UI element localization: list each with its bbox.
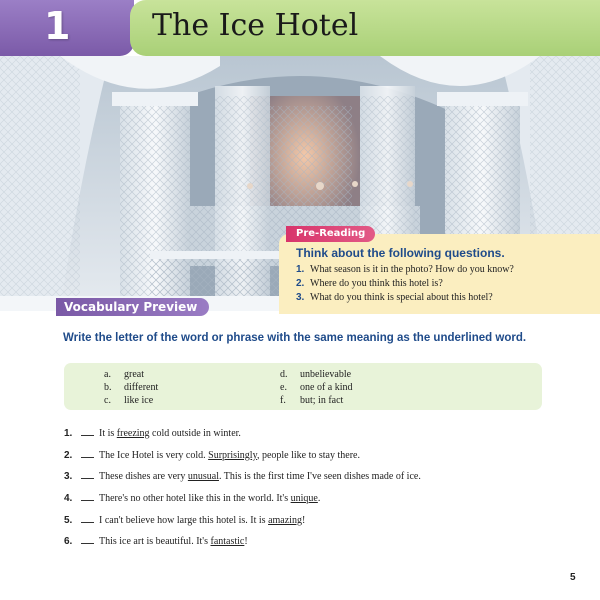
unit-tab <box>0 0 134 56</box>
underlined-word: Surprisingly <box>208 449 257 461</box>
answer-blank[interactable] <box>81 449 94 458</box>
vocabulary-preview-tab: Vocabulary Preview <box>56 298 209 316</box>
answer-choice: e. one of a kind <box>280 382 353 393</box>
vocabulary-item: 1. It is freezing cold outside in winter. <box>64 428 241 439</box>
answer-choice: c. like ice <box>104 395 154 406</box>
pre-reading-question: 2. Where do you think this hotel is? <box>296 278 443 289</box>
vocabulary-item: 5. I can't believe how large this hotel is. It is amazing! <box>64 514 306 526</box>
answer-choices-box <box>64 363 542 410</box>
answer-blank[interactable] <box>81 535 94 544</box>
pre-reading-question: 1. What season is it in the photo? How do you know? <box>296 264 514 275</box>
pre-reading-question: 3. What do you think is special about this hotel? <box>296 292 493 303</box>
vocabulary-item: 6. This ice art is beautiful. It's fantastic! <box>64 536 248 548</box>
underlined-word: unique <box>290 493 318 505</box>
vocabulary-item: 4. There's no other hotel like this in the world. It's unique. <box>64 493 321 505</box>
page-number: 5 <box>570 572 576 583</box>
underlined-word: fantastic <box>210 536 245 548</box>
answer-blank[interactable] <box>81 470 94 479</box>
unit-number: 1 <box>44 4 71 48</box>
underlined-word: unusual <box>187 471 219 483</box>
underlined-word: amazing <box>268 514 302 526</box>
vocabulary-instructions: Write the letter of the word or phrase with the same meaning as the underlined word. <box>63 332 527 344</box>
underlined-word: freezing <box>116 428 150 439</box>
answer-choice: f. but; in fact <box>280 395 344 406</box>
pre-reading-questions <box>296 263 514 305</box>
pre-reading-tag: Pre-Reading <box>286 226 375 242</box>
answer-choice: d. unbelievable <box>280 369 352 380</box>
page-header <box>0 0 600 56</box>
answer-blank[interactable] <box>81 514 94 523</box>
vocabulary-item: 2. The Ice Hotel is very cold. Surprisingly, people like to stay there. <box>64 449 360 461</box>
vocabulary-item: 3. These dishes are very unusual. This is the first time I've seen dishes made of ice. <box>64 471 421 483</box>
answer-choice: b. different <box>104 382 159 393</box>
page-title: The Ice Hotel <box>152 8 359 43</box>
pre-reading-heading: Think about the following questions. <box>296 246 505 260</box>
answer-blank[interactable] <box>81 427 94 436</box>
title-bar <box>130 0 600 56</box>
vocabulary-items <box>64 427 421 557</box>
answer-choice: a. great <box>104 369 144 380</box>
answer-blank[interactable] <box>81 492 94 501</box>
